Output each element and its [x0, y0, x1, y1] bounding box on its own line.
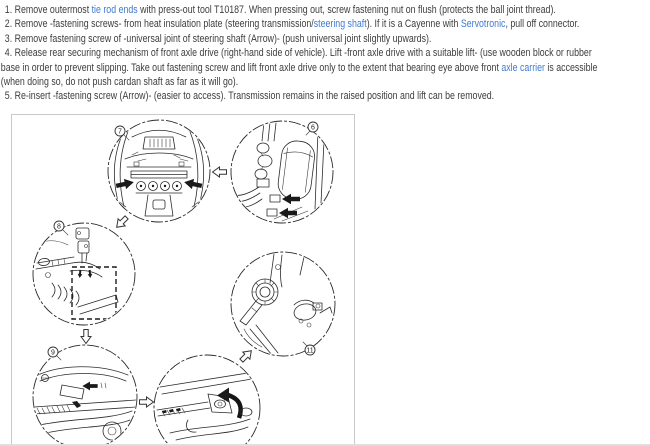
text-segment: (when doing so, do not push cardan shaft as far as it will go). [0, 76, 239, 89]
badge-11 [303, 342, 315, 355]
text-segment: 5. Re-insert -fastening screw (Arrow)- (easier to access). Transmission remains in the raised position and lift can be removed. [4, 90, 495, 103]
text-segment: 1. Remove outermost [4, 4, 92, 16]
svg-text:8: 8 [57, 223, 61, 231]
instruction-line [0, 89, 650, 103]
pointer-arrow [115, 177, 135, 191]
instruction-line [0, 75, 650, 89]
badge-8 [54, 221, 68, 235]
instruction-line [0, 3, 650, 17]
inset-universal-joint [231, 121, 333, 223]
inset-center-console [108, 120, 210, 222]
text-segment: 2. Remove -fastening screws- from heat insulation plate (steering transmission/ [4, 18, 314, 31]
text-segment: 4. Release rear securing mechanism of front axle drive (right-hand side of vehicle). Lift -front axle drive with a suitable lift- (use wooden block or rubber [4, 47, 592, 60]
doc-link[interactable]: tie rod ends [91, 4, 138, 16]
flow-arrow-9-to-10 [140, 397, 154, 407]
text-segment: ). If it is a Cayenne with [366, 18, 461, 31]
doc-link[interactable]: Servotronic [460, 18, 506, 31]
instruction-line [0, 61, 650, 75]
inset-steering-rack [33, 221, 135, 325]
pointer-arrow [282, 194, 300, 204]
doc-link[interactable]: axle carrier [501, 61, 545, 74]
inset-underbody-release [33, 345, 137, 446]
text-segment: base in order to prevent slipping. Take out fastening screw and lift front axle drive only to the extent that bearing eye above front [0, 61, 502, 74]
flow-arrow-7-to-8 [113, 214, 130, 231]
instruction-line [0, 32, 650, 46]
instruction-line [0, 46, 650, 60]
text-segment: , pull off connector. [505, 18, 580, 31]
flow-arrow-10-to-11 [238, 347, 255, 364]
badge-7 [115, 126, 129, 140]
svg-text:6: 6 [311, 124, 315, 132]
pointer-arrow [82, 382, 97, 391]
inset-drive-shaft [231, 252, 335, 356]
instruction-line [0, 17, 650, 31]
svg-text:11: 11 [306, 347, 314, 355]
diagram-svg [12, 115, 354, 446]
technical-diagram [11, 114, 355, 446]
text-segment: 3. Remove fastening screw of -universal joint of steering shaft (Arrow)- (push universal joint slightly upwards). [4, 32, 432, 45]
text-segment: with press-out tool T10187. When pressing out, screw fastening nut on flush (protects the ball joint thread). [137, 4, 556, 16]
badge-6 [306, 122, 318, 135]
inset-underbody-rotate [154, 355, 260, 446]
svg-text:9: 9 [51, 349, 55, 357]
pointer-arrow [183, 177, 203, 191]
pointer-arrow [279, 208, 297, 218]
svg-text:7: 7 [118, 128, 122, 136]
doc-link[interactable]: steering shaft [313, 18, 367, 31]
flow-arrow-8-to-9 [81, 330, 91, 344]
instruction-lines [0, 0, 650, 104]
text-segment: is accessible [544, 61, 598, 74]
flow-arrow-6-to-7 [213, 167, 227, 177]
pointer-arrow [77, 270, 82, 278]
